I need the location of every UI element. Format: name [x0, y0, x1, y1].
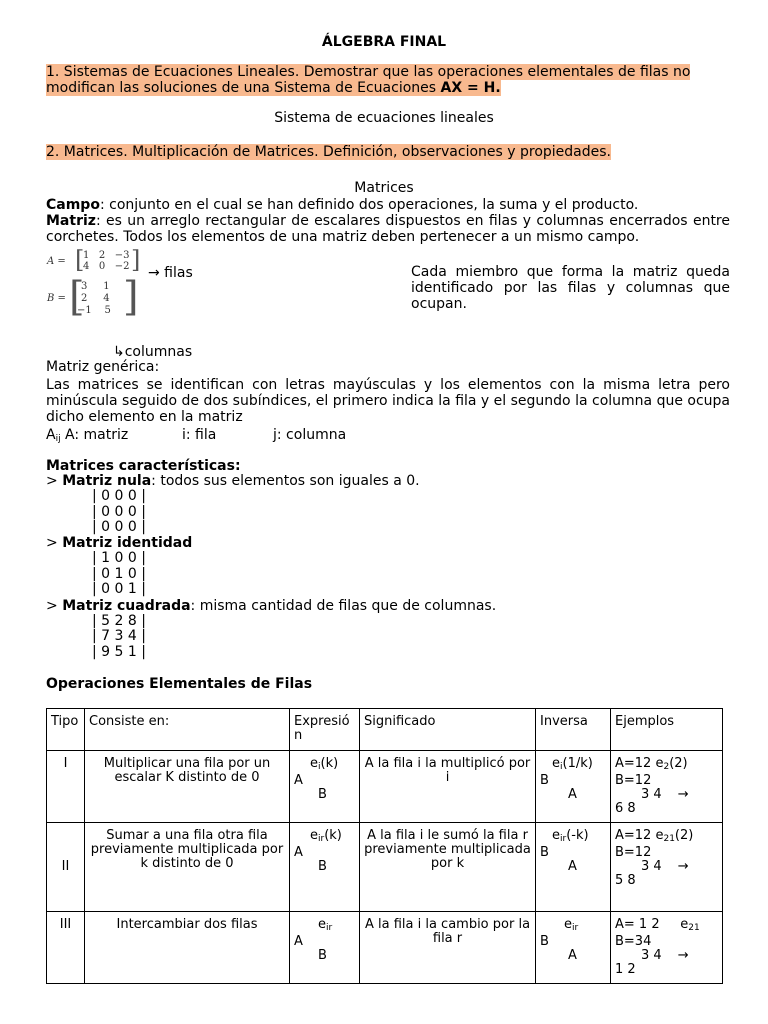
aij-subscript: ij — [55, 434, 61, 444]
matrix-b-row-3: −1 5 — [77, 305, 111, 316]
matriz-definition — [46, 213, 730, 245]
row-1-ej1-sub: 2 — [663, 762, 670, 772]
matriz-term: Matriz — [46, 213, 96, 229]
row-3-inv-e: e — [564, 917, 572, 932]
campo-term: Campo — [46, 197, 100, 213]
cuadrada-prefix: > — [46, 598, 63, 614]
row-3-tipo: III — [47, 912, 85, 984]
matriz-nula-line — [46, 473, 730, 489]
row-1-expr-rest: (k) — [320, 756, 339, 771]
document-title: ÁLGEBRA FINAL — [321, 34, 447, 50]
cuadrada-term: Matriz cuadrada — [62, 598, 191, 614]
cuadrada-row-2: | 7 3 4 | — [92, 628, 146, 644]
row-3-ej3: 3 4 — [641, 948, 662, 963]
matrix-a-right-bracket: ] — [131, 246, 141, 274]
row-3-expr-sub: ir — [326, 923, 333, 933]
row-1-inversa — [536, 751, 611, 823]
aij-fila-label: i: fila — [182, 427, 217, 443]
row-2-expr-b: B — [318, 859, 327, 874]
identidad-row-2: | 0 1 0 | — [92, 566, 146, 582]
campo-definition — [46, 197, 730, 213]
row-1-tipo: I — [47, 751, 85, 823]
row-3-inv-a: B — [540, 934, 549, 949]
row-2-ej2: B=12 — [615, 845, 652, 860]
row-3-ejemplos — [611, 912, 723, 984]
matrix-a-left-bracket: [ — [75, 246, 85, 274]
row-1-inv-a: B — [540, 773, 549, 788]
row-3-ej1-sub: 21 — [688, 923, 700, 933]
table-row-3 — [47, 912, 723, 984]
matriz-generica-label: Matriz genérica: — [46, 359, 160, 375]
matriz-identidad-line — [46, 535, 730, 551]
row-3-significado: A la fila i la cambio por la fila r — [360, 912, 536, 984]
row-1-ej1: A=12 e — [615, 756, 664, 771]
row-2-inv-rest: (-k) — [566, 828, 589, 843]
matrix-b-row-2: 2 4 — [81, 293, 110, 304]
row-1-ej2: B=12 — [615, 773, 652, 788]
row-1-ejemplos — [611, 751, 723, 823]
header-significado: Significado — [360, 709, 536, 751]
matrix-a-row-1: 1 2 −3 — [83, 250, 130, 261]
row-1-arrow: → — [677, 787, 689, 802]
matrix-b-left-bracket: [ — [69, 274, 85, 320]
row-2-expr-e: e — [310, 828, 318, 843]
question-1 — [46, 64, 730, 96]
question-1-end: . — [495, 80, 501, 96]
aij-columna-label: j: columna — [273, 427, 347, 443]
header-expresion: Expresión — [290, 709, 360, 751]
row-2-ej3: 3 4 — [641, 859, 662, 874]
table-header-row — [47, 709, 723, 751]
row-2-expr-sub: ir — [318, 834, 325, 844]
cada-miembro-text: Cada miembro que forma la matriz queda identificado por las filas y columnas que ocupan. — [411, 264, 730, 312]
row-2-ejemplos — [611, 823, 723, 912]
row-1-inv-rest: (1/k) — [562, 756, 593, 771]
matrix-b-row-1: 3 1 — [81, 281, 110, 292]
header-consiste: Consiste en: — [85, 709, 290, 751]
row-1-consiste: Multiplicar una fila por un escalar K distinto de 0 — [85, 751, 290, 823]
identificacion-text: Las matrices se identifican con letras mayúsculas y los elementos con la misma letra pero minúscula seguido de dos subíndices, el primero indica la fila y el segundo la columna que ocupa dicho elemento en la matriz — [46, 377, 730, 425]
row-2-expr-a: A — [294, 845, 303, 860]
nula-row-3: | 0 0 0 | — [92, 519, 146, 535]
row-2-expresion — [290, 823, 360, 912]
matrix-b-image — [47, 274, 139, 320]
row-2-significado: A la fila i le sumó la fila r previamente multiplicada por k — [360, 823, 536, 912]
row-1-inv-b: A — [568, 787, 577, 802]
row-3-ej4: 1 2 — [615, 962, 636, 977]
cuadrada-text: : misma cantidad de filas que de columnas. — [190, 598, 497, 614]
row-3-inversa — [536, 912, 611, 984]
row-3-ej1: A= 1 2 e — [615, 917, 689, 932]
aij-a: A — [46, 427, 56, 443]
question-2-text: 2. Matrices. Multiplicación de Matrices. Definición, observaciones y propiedades. — [46, 144, 611, 160]
aij-matriz-label: A: matriz — [65, 427, 129, 443]
section-title-matrices: Matrices — [354, 180, 414, 196]
row-2-ej4: 5 8 — [615, 873, 636, 888]
row-1-expr-a: A — [294, 773, 303, 788]
row-2-expr-rest: (k) — [324, 828, 342, 843]
row-2-inversa — [536, 823, 611, 912]
row-2-ej1-rest: (2) — [674, 828, 694, 843]
row-2-tipo: II — [47, 823, 85, 912]
row-3-ej2: B=34 — [615, 934, 652, 949]
header-ejemplos: Ejemplos — [611, 709, 723, 751]
nula-prefix: > — [46, 473, 63, 489]
nula-term: Matriz nula — [62, 473, 152, 489]
campo-text: : conjunto en el cual se han definido dos operaciones, la suma y el producto. — [99, 197, 639, 213]
row-1-ej4: 6 8 — [615, 801, 636, 816]
table-row-1 — [47, 751, 723, 823]
row-1-inv-sub: i — [560, 762, 563, 772]
matrix-b-right-bracket: ] — [123, 274, 139, 320]
operaciones-table — [46, 708, 723, 984]
nula-row-1: | 0 0 0 | — [92, 488, 146, 504]
row-1-expresion — [290, 751, 360, 823]
row-2-inv-e: e — [552, 828, 560, 843]
row-1-expr-sub: i — [318, 762, 321, 772]
row-2-ej1: A=12 e — [615, 828, 664, 843]
row-2-consiste: Sumar a una fila otra fila previamente multiplicada por k distinto de 0 — [85, 823, 290, 912]
header-inversa: Inversa — [536, 709, 611, 751]
caracteristicas-heading: Matrices características: — [46, 458, 241, 474]
matriz-text: : es un arreglo rectangular de escalares dispuestos en filas y columnas encerrados entre corchetes. Todos los elementos de una matriz deben pertenecer a un mismo campo. — [46, 213, 730, 245]
identidad-row-3: | 0 0 1 | — [92, 581, 146, 597]
identidad-row-1: | 1 0 0 | — [92, 550, 146, 566]
row-1-ej3: 3 4 — [641, 787, 662, 802]
identidad-term: Matriz identidad — [62, 535, 193, 551]
row-3-expr-e: e — [318, 917, 326, 932]
row-3-arrow: → — [677, 948, 689, 963]
cuadrada-row-3: | 9 5 1 | — [92, 644, 146, 660]
aij-line — [46, 427, 730, 447]
row-2-inv-sub: ir — [560, 834, 567, 844]
row-2-inv-a: B — [540, 845, 549, 860]
row-3-expresion — [290, 912, 360, 984]
row-1-expr-b: B — [318, 787, 327, 802]
row-3-consiste: Intercambiar dos filas — [85, 912, 290, 984]
columnas-label: ↳columnas — [113, 344, 193, 360]
nula-row-2: | 0 0 0 | — [92, 504, 146, 520]
identidad-prefix: > — [46, 535, 63, 551]
row-1-ej1-rest: (2) — [669, 756, 688, 771]
row-1-significado: A la fila i la multiplicó por i — [360, 751, 536, 823]
question-1-bold: AX = H — [440, 80, 496, 96]
filas-label: → filas — [148, 265, 193, 281]
row-1-expr-e: e — [310, 756, 318, 771]
nula-text: : todos sus elementos son iguales a 0. — [151, 473, 420, 489]
row-3-expr-b: B — [318, 948, 327, 963]
row-3-expr-a: A — [294, 934, 303, 949]
header-tipo: Tipo — [47, 709, 85, 751]
row-2-ej1-sub: 21 — [663, 834, 675, 844]
row-1-inv-e: e — [552, 756, 560, 771]
table-row-2 — [47, 823, 723, 912]
row-3-inv-sub: ir — [572, 923, 579, 933]
section-title-sistemas: Sistema de ecuaciones lineales — [274, 110, 494, 126]
matrix-a-name: A = — [47, 256, 66, 267]
row-2-arrow: → — [677, 859, 689, 874]
matrix-a-row-2: 4 0 −2 — [83, 261, 130, 272]
cuadrada-row-1: | 5 2 8 | — [92, 613, 146, 629]
operaciones-heading: Operaciones Elementales de Filas — [46, 676, 313, 692]
row-3-inv-b: A — [568, 948, 577, 963]
row-2-inv-b: A — [568, 859, 577, 874]
matrix-b-name: B = — [47, 293, 66, 304]
matrix-a-image — [47, 246, 141, 274]
question-1-text: 1. Sistemas de Ecuaciones Lineales. Demostrar que las operaciones elementales de filas no modifican las soluciones de una Sistema de Ecuaciones — [46, 64, 691, 96]
question-2 — [46, 144, 730, 160]
matriz-cuadrada-line — [46, 598, 730, 614]
